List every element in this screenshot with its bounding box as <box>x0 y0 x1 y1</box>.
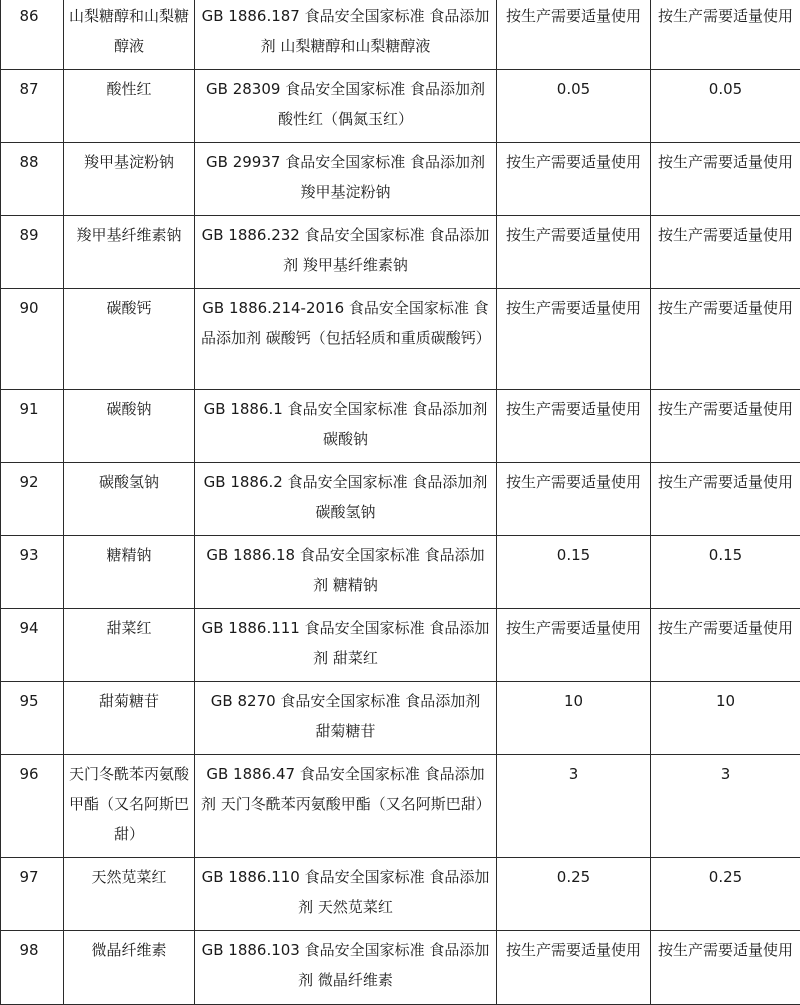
usage-limit-a: 按生产需要适量使用 <box>497 143 651 216</box>
row-number: 92 <box>1 463 64 536</box>
additive-name: 羧甲基纤维素钠 <box>64 216 195 289</box>
usage-limit-a: 0.25 <box>497 858 651 931</box>
table-row <box>1 609 800 682</box>
standard-reference: GB 1886.1 食品安全国家标准 食品添加剂 碳酸钠 <box>195 390 497 463</box>
table-row <box>1 390 800 463</box>
usage-limit-a: 按生产需要适量使用 <box>497 931 651 1005</box>
standard-reference: GB 1886.103 食品安全国家标准 食品添加剂 微晶纤维素 <box>195 931 497 1005</box>
usage-limit-b: 0.05 <box>651 70 800 143</box>
additive-name: 碳酸氢钠 <box>64 463 195 536</box>
table-row <box>1 931 800 1005</box>
usage-limit-a: 0.05 <box>497 70 651 143</box>
additive-name: 羧甲基淀粉钠 <box>64 143 195 216</box>
standard-reference: GB 29937 食品安全国家标准 食品添加剂 羧甲基淀粉钠 <box>195 143 497 216</box>
usage-limit-a: 3 <box>497 755 651 858</box>
standard-reference: GB 1886.214-2016 食品安全国家标准 食品添加剂 碳酸钙（包括轻质和重质碳酸钙） <box>195 289 497 390</box>
usage-limit-b: 3 <box>651 755 800 858</box>
additive-name: 酸性红 <box>64 70 195 143</box>
table-row <box>1 0 800 70</box>
usage-limit-b: 按生产需要适量使用 <box>651 609 800 682</box>
row-number: 88 <box>1 143 64 216</box>
row-number: 93 <box>1 536 64 609</box>
standard-reference: GB 1886.47 食品安全国家标准 食品添加剂 天门冬酰苯丙氨酸甲酯（又名阿斯巴甜） <box>195 755 497 858</box>
row-number: 86 <box>1 0 64 70</box>
table-row <box>1 755 800 858</box>
usage-limit-b: 按生产需要适量使用 <box>651 0 800 70</box>
additive-name: 天然苋菜红 <box>64 858 195 931</box>
standard-reference: GB 1886.2 食品安全国家标准 食品添加剂 碳酸氢钠 <box>195 463 497 536</box>
row-number: 90 <box>1 289 64 390</box>
standard-reference: GB 1886.110 食品安全国家标准 食品添加剂 天然苋菜红 <box>195 858 497 931</box>
row-number: 91 <box>1 390 64 463</box>
usage-limit-a: 10 <box>497 682 651 755</box>
additive-name: 碳酸钙 <box>64 289 195 390</box>
table-row <box>1 463 800 536</box>
row-number: 95 <box>1 682 64 755</box>
usage-limit-b: 按生产需要适量使用 <box>651 463 800 536</box>
usage-limit-a: 按生产需要适量使用 <box>497 609 651 682</box>
additive-name: 天门冬酰苯丙氨酸甲酯（又名阿斯巴甜） <box>64 755 195 858</box>
usage-limit-a: 按生产需要适量使用 <box>497 0 651 70</box>
usage-limit-a: 按生产需要适量使用 <box>497 289 651 390</box>
table-row <box>1 289 800 390</box>
usage-limit-b: 0.15 <box>651 536 800 609</box>
standard-reference: GB 1886.18 食品安全国家标准 食品添加剂 糖精钠 <box>195 536 497 609</box>
usage-limit-b: 10 <box>651 682 800 755</box>
usage-limit-b: 按生产需要适量使用 <box>651 390 800 463</box>
row-number: 97 <box>1 858 64 931</box>
table-row <box>1 143 800 216</box>
additive-name: 山梨糖醇和山梨糖醇液 <box>64 0 195 70</box>
additive-name: 微晶纤维素 <box>64 931 195 1005</box>
table-row <box>1 858 800 931</box>
usage-limit-a: 按生产需要适量使用 <box>497 463 651 536</box>
usage-limit-b: 按生产需要适量使用 <box>651 143 800 216</box>
standard-reference: GB 1886.111 食品安全国家标准 食品添加剂 甜菜红 <box>195 609 497 682</box>
row-number: 96 <box>1 755 64 858</box>
standard-reference: GB 28309 食品安全国家标准 食品添加剂 酸性红（偶氮玉红） <box>195 70 497 143</box>
table-row <box>1 536 800 609</box>
additive-name: 甜菜红 <box>64 609 195 682</box>
row-number: 94 <box>1 609 64 682</box>
usage-limit-a: 按生产需要适量使用 <box>497 390 651 463</box>
usage-limit-b: 0.25 <box>651 858 800 931</box>
additive-name: 碳酸钠 <box>64 390 195 463</box>
table-row <box>1 682 800 755</box>
row-number: 98 <box>1 931 64 1005</box>
table-row <box>1 216 800 289</box>
row-number: 89 <box>1 216 64 289</box>
row-number: 87 <box>1 70 64 143</box>
standard-reference: GB 1886.187 食品安全国家标准 食品添加剂 山梨糖醇和山梨糖醇液 <box>195 0 497 70</box>
additive-name: 甜菊糖苷 <box>64 682 195 755</box>
standard-reference: GB 1886.232 食品安全国家标准 食品添加剂 羧甲基纤维素钠 <box>195 216 497 289</box>
usage-limit-a: 按生产需要适量使用 <box>497 216 651 289</box>
usage-limit-a: 0.15 <box>497 536 651 609</box>
additive-name: 糖精钠 <box>64 536 195 609</box>
table-row <box>1 70 800 143</box>
usage-limit-b: 按生产需要适量使用 <box>651 931 800 1005</box>
usage-limit-b: 按生产需要适量使用 <box>651 216 800 289</box>
standard-reference: GB 8270 食品安全国家标准 食品添加剂 甜菊糖苷 <box>195 682 497 755</box>
usage-limit-b: 按生产需要适量使用 <box>651 289 800 390</box>
